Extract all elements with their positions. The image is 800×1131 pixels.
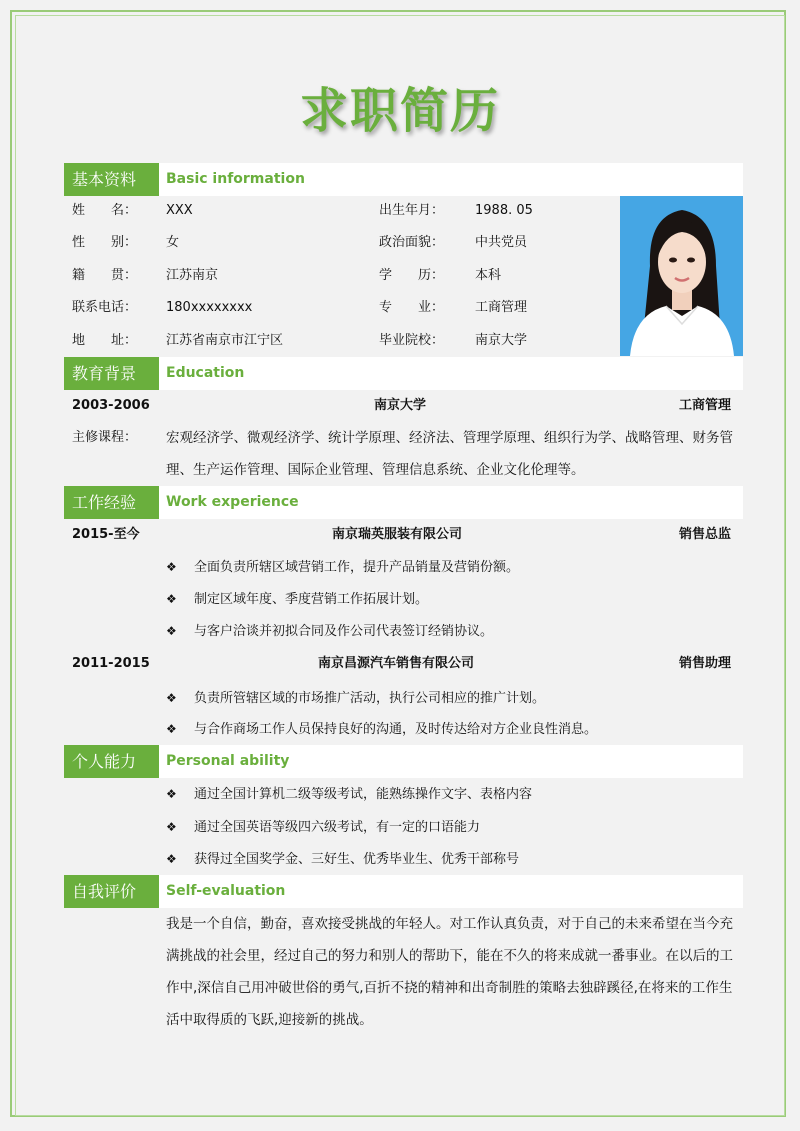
work-1-company: 南京瑞英服装有限公司 — [332, 527, 463, 542]
bullet-icon: ❖ — [166, 787, 177, 801]
work-2-company: 南京昌源汽车销售有限公司 — [318, 656, 475, 671]
ability-3-text: 获得过全国奖学金、三好生、优秀毕业生、优秀干部称号 — [194, 852, 520, 867]
work-2-period: 2011-2015 — [72, 656, 150, 671]
courses-text: 宏观经济学、微观经济学、统计学原理、经济法、管理学原理、组织行为学、战略管理、财务管理、生产运作管理、国际企业管理、管理信息系统、企业文化伦理等。 — [166, 430, 733, 478]
ability-item — [166, 784, 532, 805]
bullet-icon: ❖ — [166, 722, 177, 736]
ability-1-text: 通过全国计算机二级等级考试，能熟练操作文字、表格内容 — [194, 787, 533, 802]
courses-label: 主修课程： — [72, 430, 138, 445]
gender-label: 性 别： — [72, 235, 138, 250]
school-label: 毕业院校： — [379, 333, 445, 348]
section-basic-cn: 基本资料 — [64, 163, 159, 196]
work-1-position: 销售总监 — [679, 527, 732, 542]
section-ability-en: Personal ability — [166, 753, 290, 769]
work-1-item-3-text: 与客户洽谈并初拟合同及作公司代表签订经销协议。 — [194, 624, 494, 639]
ability-item — [166, 849, 519, 870]
work-1-item — [166, 557, 519, 578]
address-label: 地 址： — [72, 333, 138, 348]
gender-value: 女 — [166, 235, 180, 250]
section-self-header — [64, 875, 743, 908]
work-2-item — [166, 719, 597, 740]
bullet-icon: ❖ — [166, 852, 177, 866]
name-value: XXX — [166, 203, 193, 218]
major-value: 工商管理 — [475, 300, 528, 315]
section-education-en: Education — [166, 365, 245, 381]
section-ability-header — [64, 745, 743, 778]
ability-2-text: 通过全国英语等级四六级考试，有一定的口语能力 — [194, 820, 481, 835]
politics-value: 中共党员 — [475, 235, 528, 250]
section-education-header — [64, 357, 743, 390]
portrait-image — [620, 196, 743, 356]
section-work-cn: 工作经验 — [64, 486, 159, 519]
origin-value: 江苏南京 — [166, 268, 219, 283]
education-period: 2003-2006 — [72, 398, 150, 413]
resume-title: 求职简历 — [299, 83, 500, 139]
phone-label: 联系电话： — [72, 300, 138, 315]
birth-value: 1988. 05 — [475, 203, 533, 218]
bullet-icon: ❖ — [166, 624, 177, 638]
profile-photo — [620, 196, 743, 356]
section-basic-header — [64, 163, 743, 196]
degree-label: 学 历： — [379, 268, 445, 283]
education-school: 南京大学 — [374, 398, 427, 413]
section-ability-cn: 个人能力 — [64, 745, 159, 778]
section-education-cn: 教育背景 — [64, 357, 159, 390]
self-evaluation-text: 我是一个自信，勤奋，喜欢接受挑战的年轻人。对工作认真负责，对于自己的未来希望在当今充满挑战的社会里，经过自己的努力和别人的帮助下，能在不久的将来成就一番事业。在以后的工作中,深信自己用冲破世俗的勇气,百折不挠的精神和出奇制胜的策略去独辟蹊径,在将来的工作生活中取得质的飞跃,迎接新的挑战。 — [166, 916, 733, 1028]
section-basic-en: Basic information — [166, 171, 305, 187]
education-major: 工商管理 — [679, 398, 732, 413]
birth-label: 出生年月： — [379, 203, 445, 218]
phone-value: 180xxxxxxxx — [166, 300, 253, 315]
work-1-period: 2015-至今 — [72, 527, 140, 542]
bullet-icon: ❖ — [166, 592, 177, 606]
section-self-en: Self-evaluation — [166, 883, 286, 899]
school-value: 南京大学 — [475, 333, 528, 348]
work-2-item — [166, 688, 545, 709]
work-1-item — [166, 621, 493, 642]
work-1-item-1-text: 全面负责所辖区域营销工作，提升产品销量及营销份额。 — [194, 560, 520, 575]
work-2-item-2-text: 与合作商场工作人员保持良好的沟通，及时传达给对方企业良性消息。 — [194, 722, 598, 737]
degree-value: 本科 — [475, 268, 502, 283]
section-self-cn: 自我评价 — [64, 875, 159, 908]
bullet-icon: ❖ — [166, 691, 177, 705]
work-2-position: 销售助理 — [679, 656, 732, 671]
name-label: 姓 名： — [72, 203, 138, 218]
origin-label: 籍 贯： — [72, 268, 138, 283]
major-label: 专 业： — [379, 300, 445, 315]
work-2-item-1-text: 负责所管辖区域的市场推广活动，执行公司相应的推广计划。 — [194, 691, 546, 706]
work-1-item-2-text: 制定区域年度、季度营销工作拓展计划。 — [194, 592, 429, 607]
address-value: 江苏省南京市江宁区 — [166, 333, 284, 348]
section-work-en: Work experience — [166, 494, 299, 510]
bullet-icon: ❖ — [166, 820, 177, 834]
section-work-header — [64, 486, 743, 519]
politics-label: 政治面貌： — [379, 235, 445, 250]
work-1-item — [166, 589, 428, 610]
bullet-icon: ❖ — [166, 560, 177, 574]
ability-item — [166, 817, 480, 838]
